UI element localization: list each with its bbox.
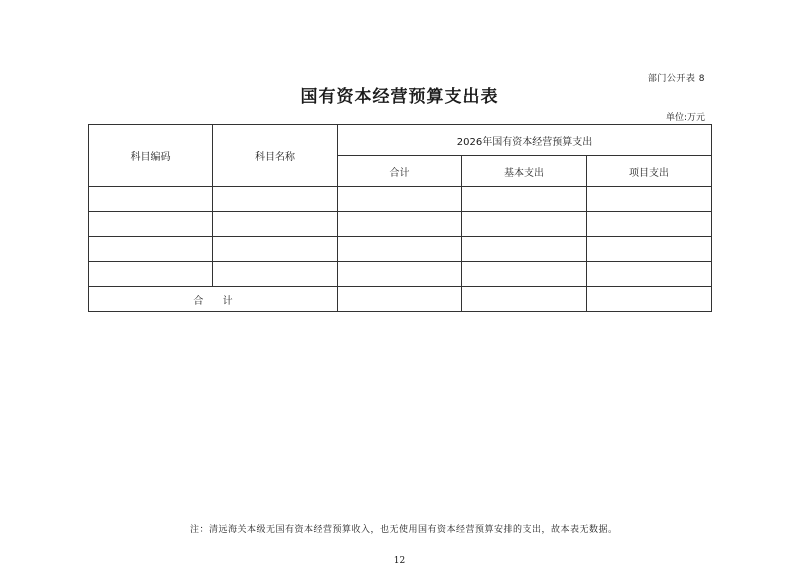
header-cell-total: 合计	[338, 156, 462, 187]
table-cell	[338, 262, 462, 287]
table-number: 部门公开表 8	[647, 74, 705, 84]
total-cell-project	[587, 287, 712, 312]
table-cell	[213, 237, 338, 262]
total-label-cell	[89, 287, 338, 312]
table-cell	[213, 262, 338, 287]
table-cell	[89, 212, 213, 237]
table-cell	[89, 187, 213, 212]
footnote: 注：清远海关本级无国有资本经营预算收入，也无使用国有资本经营预算安排的支出，故本表无数据。	[190, 525, 618, 535]
table-row	[89, 212, 712, 237]
table-row	[89, 262, 712, 287]
table-cell	[338, 212, 462, 237]
total-cell-total	[338, 287, 462, 312]
total-cell-basic	[462, 287, 587, 312]
page-number: 12	[393, 556, 406, 566]
total-label-char-1: 合	[193, 295, 204, 307]
table-cell	[89, 262, 213, 287]
table-row	[89, 187, 712, 212]
table-cell	[462, 187, 587, 212]
table-cell	[587, 187, 712, 212]
header-cell-group: 2026年国有资本经营预算支出	[338, 125, 712, 156]
header-cell-code: 科目编码	[89, 125, 213, 187]
table-cell	[89, 237, 213, 262]
table-cell	[213, 212, 338, 237]
table-cell	[462, 212, 587, 237]
unit-label: 单位:万元	[665, 113, 705, 123]
header-cell-name: 科目名称	[213, 125, 338, 187]
table-cell	[587, 262, 712, 287]
table-cell	[462, 237, 587, 262]
table-cell	[462, 262, 587, 287]
budget-table	[88, 124, 712, 312]
table-header-row	[89, 125, 712, 156]
table-cell	[587, 237, 712, 262]
total-label-char-2: 计	[222, 295, 233, 307]
table-total-row	[89, 287, 712, 312]
table-cell	[338, 187, 462, 212]
table-row	[89, 237, 712, 262]
table-cell	[213, 187, 338, 212]
header-cell-basic: 基本支出	[462, 156, 587, 187]
table-cell	[587, 212, 712, 237]
page-title: 国有资本经营预算支出表	[300, 87, 499, 107]
table-cell	[338, 237, 462, 262]
header-cell-project: 项目支出	[587, 156, 712, 187]
